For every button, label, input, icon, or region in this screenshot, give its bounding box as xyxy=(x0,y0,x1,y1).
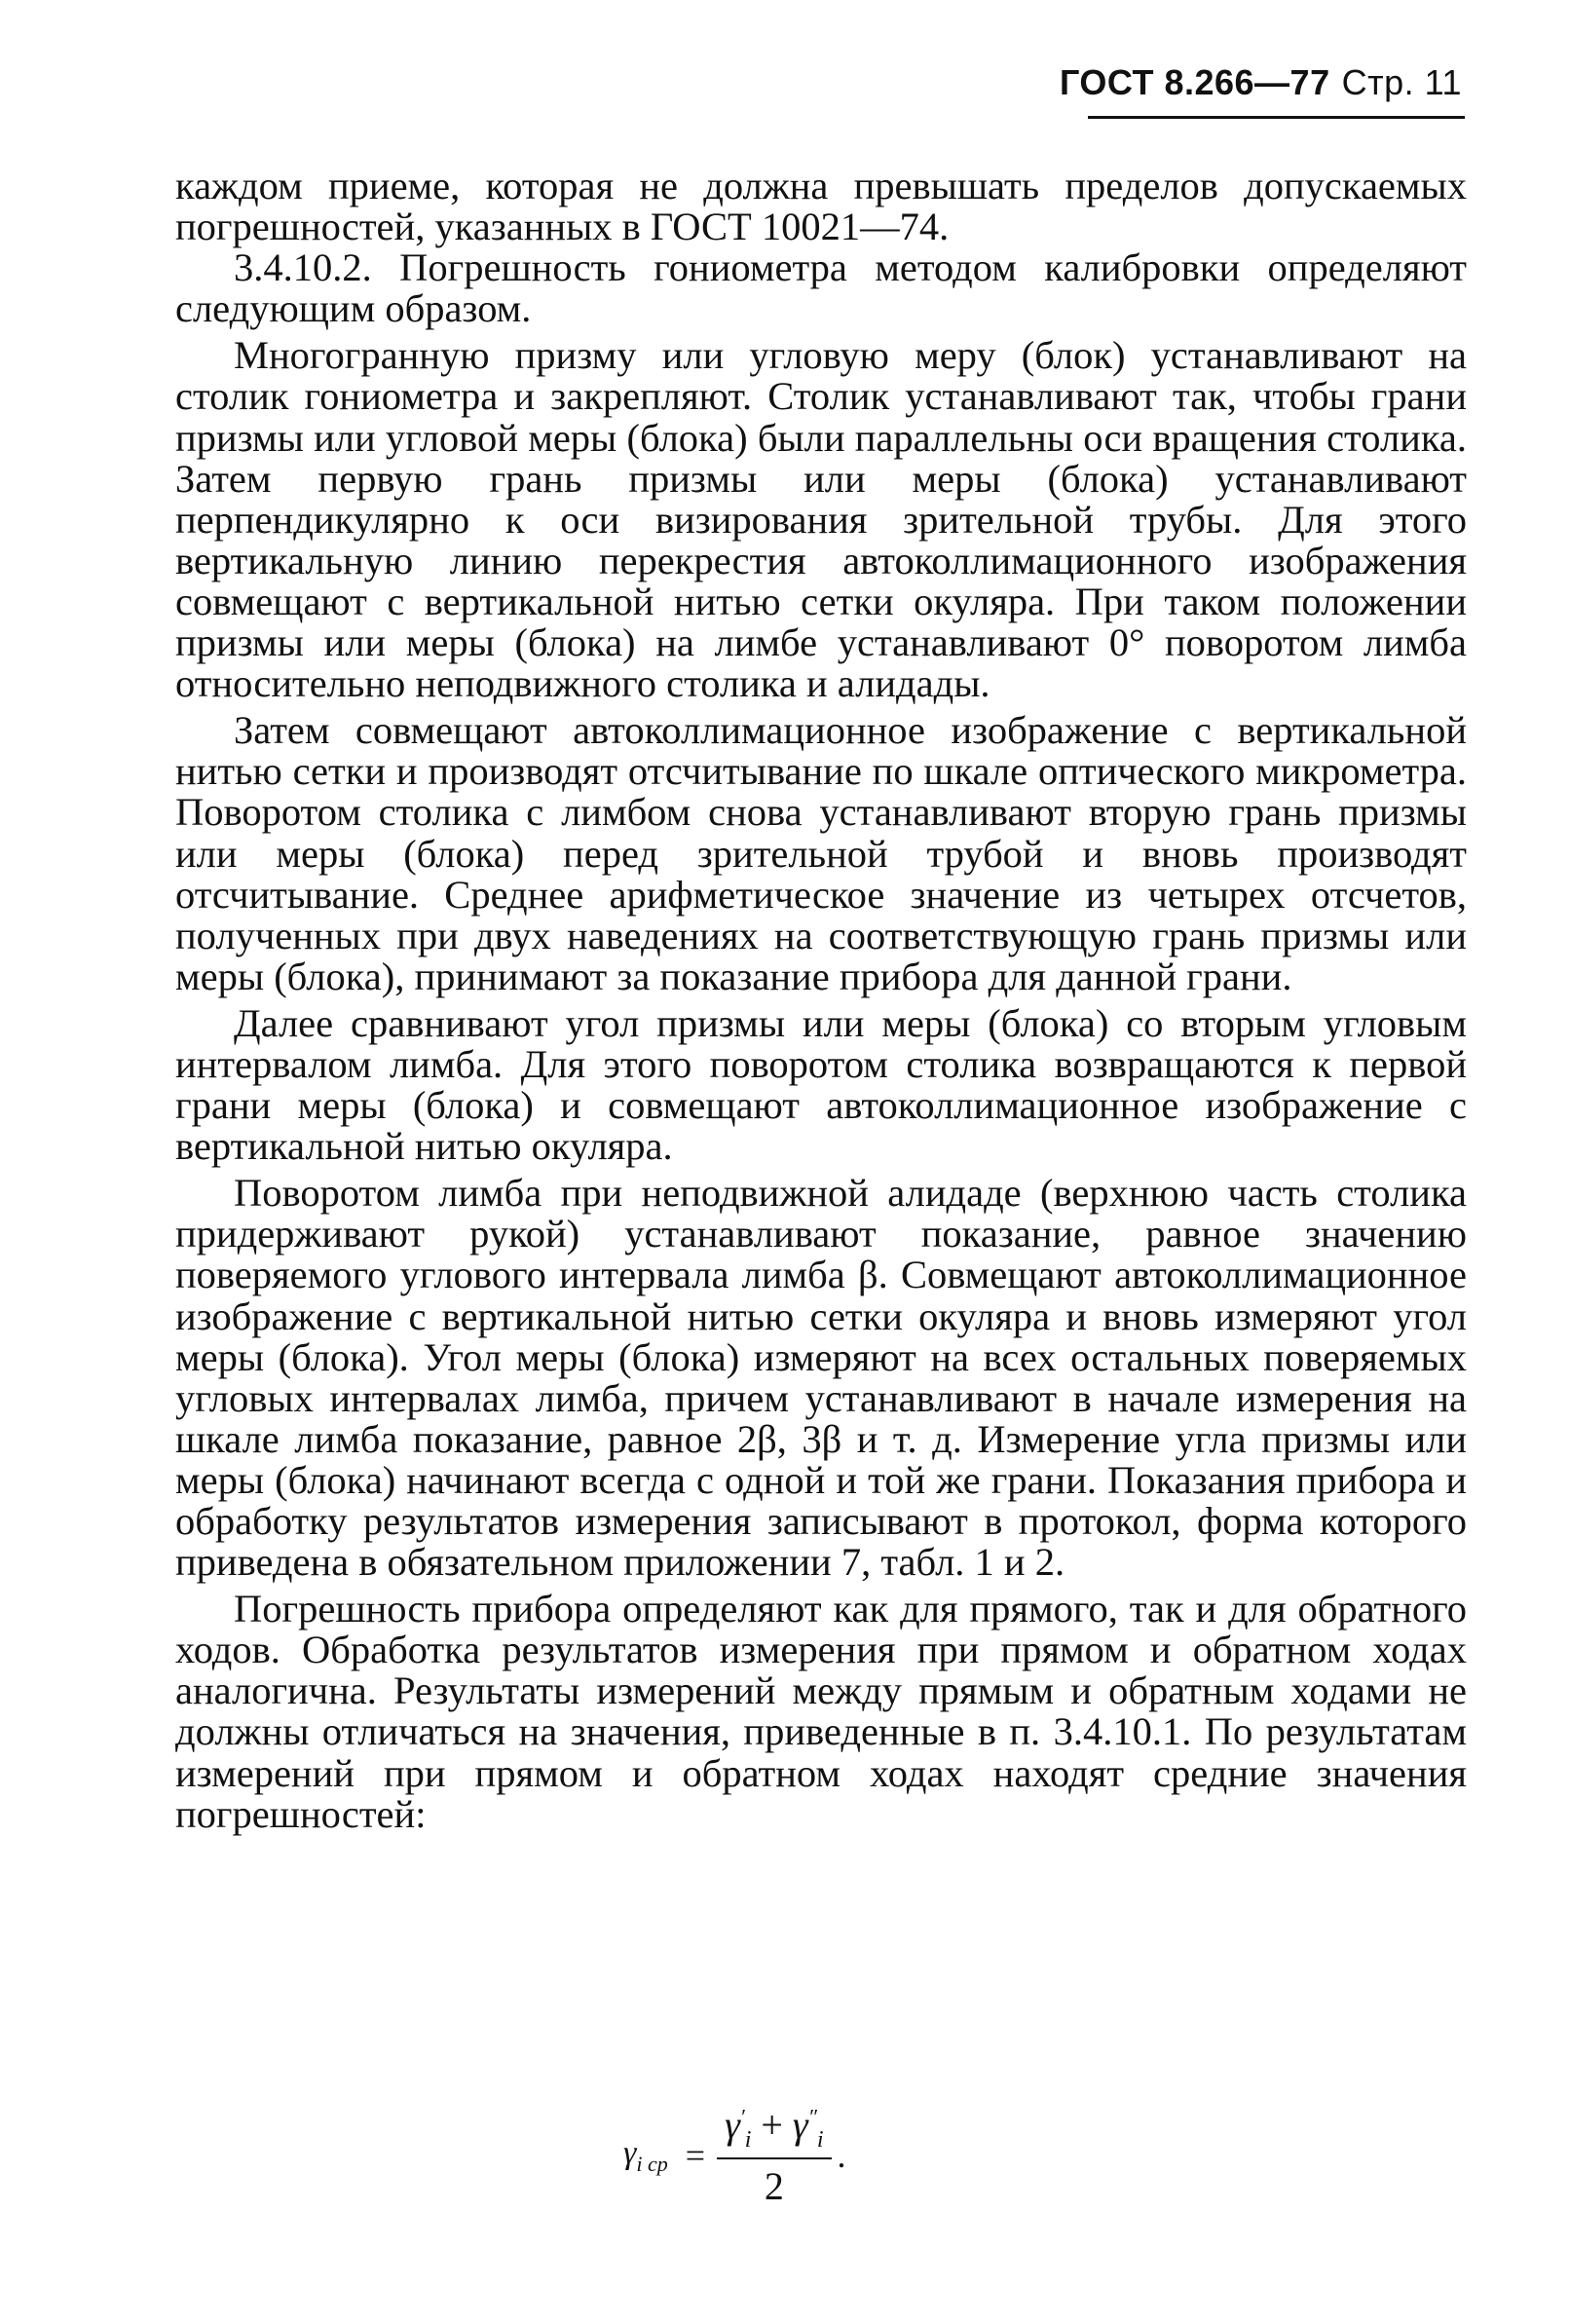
formula-equals: = xyxy=(685,2136,706,2175)
paragraph-section-3-4-10-2: 3.4.10.2. Погрешность гониометра методом калибровки определяют следующим образом. xyxy=(175,245,1467,331)
paragraph-limb-rotation: Поворотом лимба при неподвижной алидаде (верхнюю часть столика придерживают рукой) устанавливают показание, равное значению поверяемого углового интервала лимба β. Совмещают автоколлимационное изображение с вертикальной нитью сетки окуляра и вновь измеряют угол меры (блока). Угол меры (блока) измеряют на всех остальных поверяемых угловых интервалах лимба, причем устанавливают в начале измерения на шкале лимба показание, равное 2β, 3β и т. д. Измерение угла призмы или меры (блока) начинают всегда с одной и той же грани. Показания прибора и обработку результатов измерения записывают в протокол, форма которого приведена в обязательном приложении 7, табл. 1 и 2. xyxy=(175,1171,1467,1585)
paragraph-readings: Затем совмещают автоколлимационное изображение с вертикальной нитью сетки и производят отсчитывание по шкале оптического микрометра. Поворотом столика с лимбом снова устанавливают вторую грань призмы или меры (блока) перед зрительной трубой и вновь производят отсчитывание. Среднее арифметическое значение из четырех отсчетов, полученных при двух наведениях на соответствующую грань призмы или меры (блока), принимают за показание прибора для данной грани. xyxy=(175,708,1467,998)
formula-end: . xyxy=(837,2136,846,2175)
formula-numerator: $\gamma'_i + \gamma''_i$ xyxy=(717,2102,831,2159)
body-text xyxy=(175,166,1467,1835)
page-header xyxy=(1060,62,1462,103)
paragraph-compare: Далее сравнивают угол призмы или меры (блока) со вторым угловым интервалом лимба. Для этого поворотом столика возвращаются к первой грани меры (блока) и совмещают автоколлимационное изображение с вертикальной нитью окуляра. xyxy=(175,1000,1467,1169)
paragraph-prism-setup: Многогранную призму или угловую меру (блок) устанавливают на столик гониометра и закрепляют. Столик устанавливают так, чтобы грани призмы или угловой меры (блока) были параллельны оси вращения столика. Затем первую грань призмы или меры (блока) устанавливают перпендикулярно к оси визирования зрительной трубы. Для этого вертикальную линию перекрестия автоколлимационного изображения совмещают с вертикальной нитью сетки окуляра. При таком положении призмы или меры (блока) на лимбе устанавливают 0° поворотом лимба относительно неподвижного столика и алидады. xyxy=(175,333,1467,706)
formula-lhs: $\gamma_{i ср}$ xyxy=(623,2134,668,2176)
header-rule xyxy=(1088,116,1465,119)
formula-fraction xyxy=(717,2102,831,2209)
page-number: Стр. 11 xyxy=(1341,62,1462,102)
paragraph-error-determination: Погрешность прибора определяют как для прямого, так и для обратного ходов. Обработка результатов измерения при прямом и обратном ходах аналогична. Результаты измерений между прямым и обратным ходами не должны отличаться на значения, приведенные в п. 3.4.10.1. По результатам измерений при прямом и обратном ходах находят средние значения погрешностей: xyxy=(175,1587,1467,1836)
standard-number: ГОСТ 8.266—77 xyxy=(1059,62,1330,102)
formula-denominator: 2 xyxy=(764,2164,784,2208)
mean-error-formula xyxy=(623,2102,846,2209)
paragraph-continuation: каждом приеме, которая не должна превышать пределов допускаемых погрешностей, указанных в ГОСТ 10021—74. xyxy=(175,164,1467,249)
